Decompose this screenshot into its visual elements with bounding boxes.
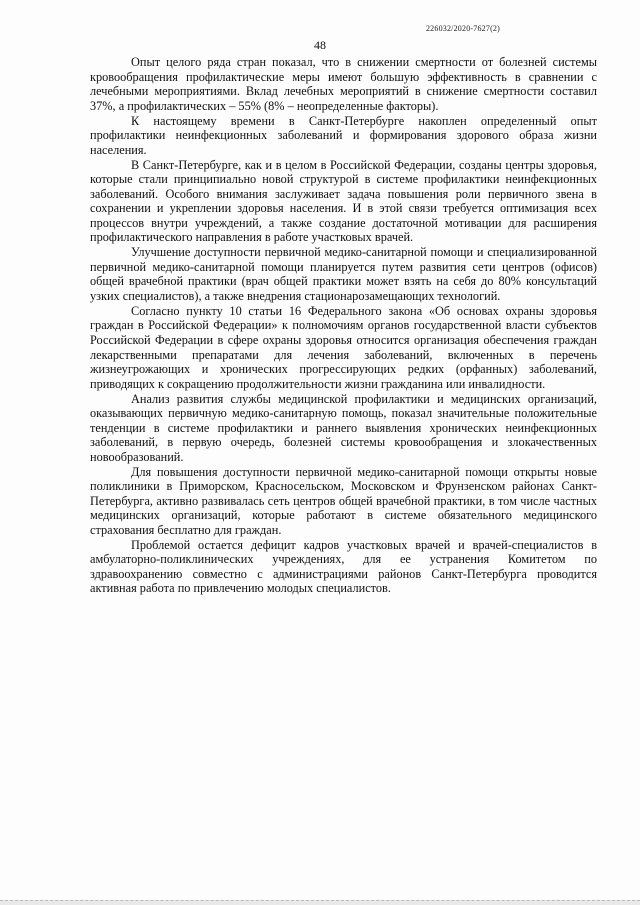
scan-bottom-edge: [0, 900, 640, 905]
document-body: [90, 55, 597, 596]
paragraph-health-centers: В Санкт-Петербурге, как и в целом в Российской Федерации, созданы центры здоровья, которые стали принципиально новой структурой в системе профилактики неинфекционных заболеваний. Особого внимания заслуживает задача повышения роли первичного звена в сохранении и укреплении здоровья населения. И в этой связи требуется оптимизация всех процессов внутри учреждений, а также создание достаточной мотивации для расширения профилактического направления в работе участковых врачей.: [90, 157, 597, 245]
paragraph-analysis: Анализ развития службы медицинской профилактики и медицинских организаций, оказывающих первичную медико-санитарную помощь, показал значительные положительные тенденции в системе профилактики и раннего выявления хронических неинфекционных заболеваний, в первую очередь, болезней системы кровообращения и злокачественных новообразований.: [90, 391, 597, 464]
document-registration-number: 226032/2020-7627(2): [425, 24, 500, 33]
paragraph-spb-experience: К настоящему времени в Санкт-Петербурге накоплен определенный опыт профилактики неинфекционных заболеваний и формирования здорового образа жизни населения.: [90, 113, 597, 157]
paragraph-prevention-effectiveness: Опыт целого ряда стран показал, что в снижении смертности от болезней системы кровообращения профилактические меры имеют большую эффективность в сравнении с лечебными мероприятиями. Вклад лечебных мероприятий в снижение смертности составил 37%, а профилактических – 55% (8% – неопределенные факторы).: [90, 55, 597, 113]
paragraph-new-clinics: Для повышения доступности первичной медико-санитарной помощи открыты новые поликлиники в Приморском, Красносельском, Московском и Фрунзенском районах Санкт-Петербурга, активно развивалась сеть центров общей врачебной практики, в том числе частных медицинских организаций, которые работают в системе обязательного медицинского страхования бесплатно для граждан.: [90, 464, 597, 537]
paragraph-staff-shortage: Проблемой остается дефицит кадров участковых врачей и врачей-специалистов в амбулаторно-поликлинических учреждениях, для ее устранения Комитетом по здравоохранению совместно с администрациями районов Санкт-Петербурга проводится активная работа по привлечению молодых специалистов.: [90, 537, 597, 596]
page-number: 48: [314, 38, 326, 52]
paragraph-federal-law: Согласно пункту 10 статьи 16 Федерального закона «Об основах охраны здоровья граждан в Российской Федерации» к полномочиям органов государственной власти субъектов Российской Федерации в сфере охраны здоровья относится организация обеспечения граждан лекарственными препаратами для лечения заболеваний, включенных в перечень жизнеугрожающих и хронических прогрессирующих редких (орфанных) заболеваний, приводящих к сокращению продолжительности жизни гражданина или инвалидности.: [90, 303, 597, 391]
paragraph-access-improvement: Улучшение доступности первичной медико-санитарной помощи и специализированной первичной медико-санитарной помощи планируется путем развития сети центров (офисов) общей врачебной практики (врач общей практики может взять на себя до 80% консультаций узких специалистов), а также внедрения стационарозамещающих технологий.: [90, 245, 597, 303]
